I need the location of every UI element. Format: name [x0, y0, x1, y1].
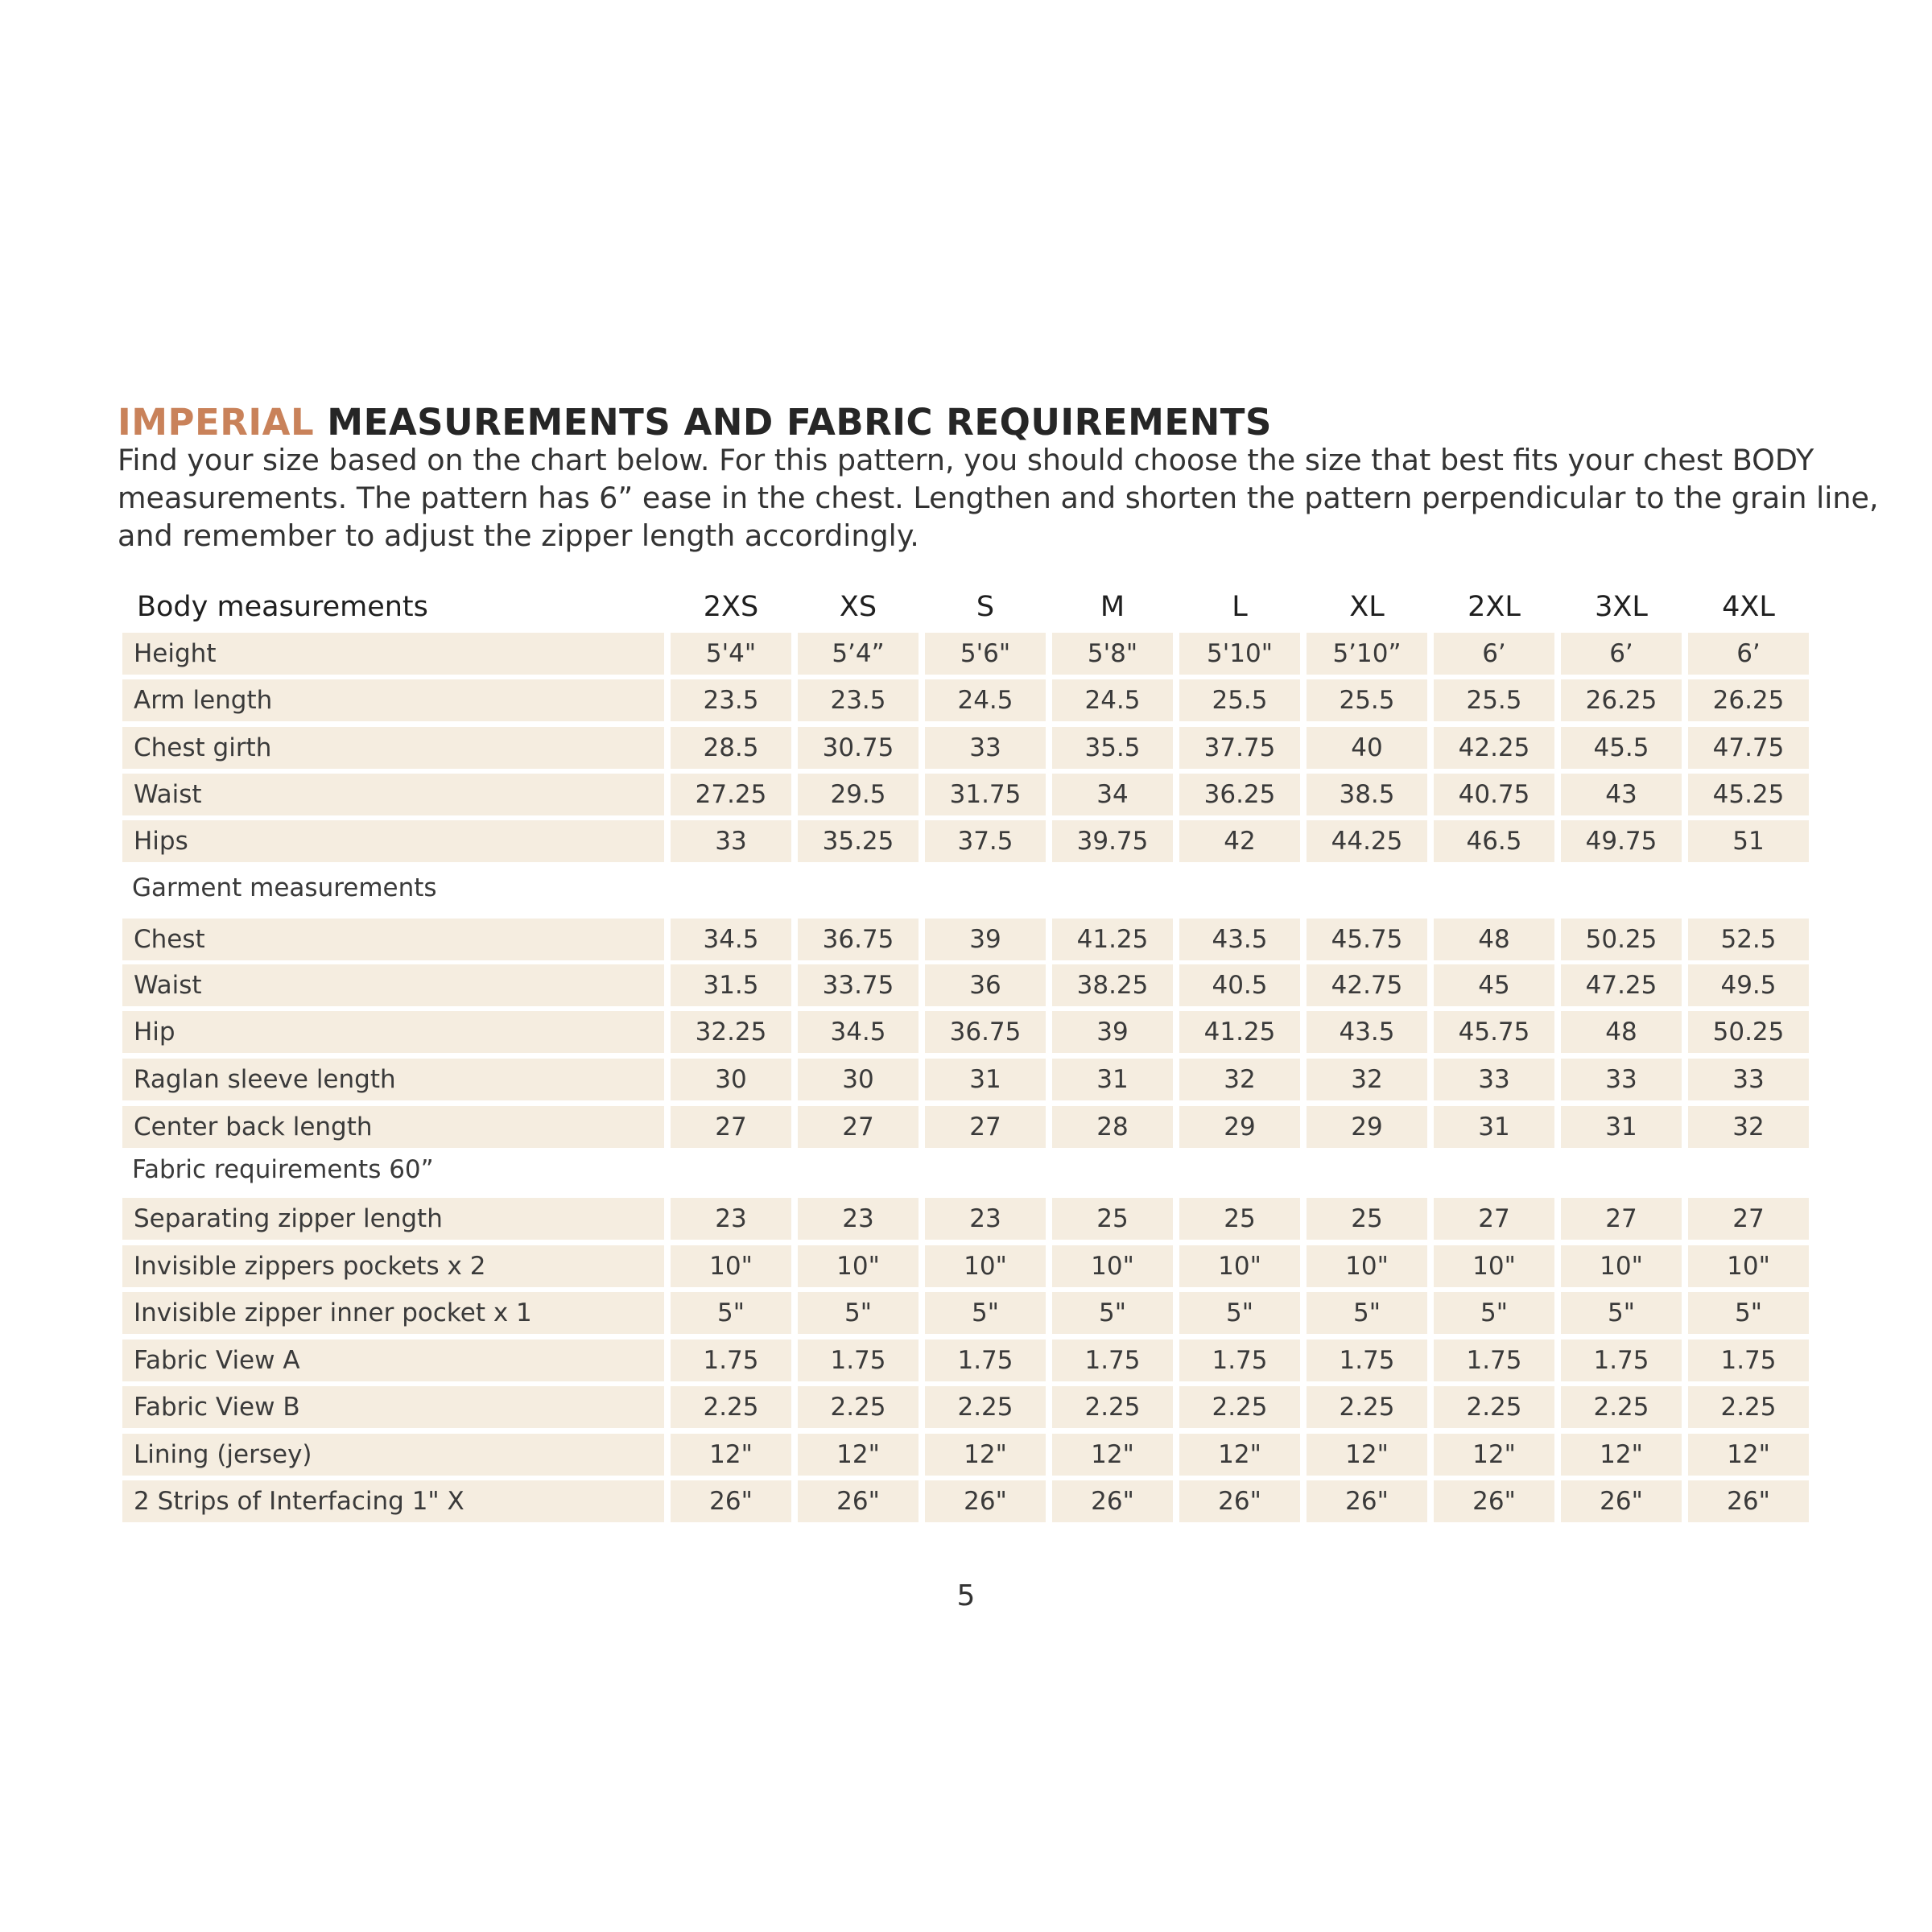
value-cell: 5’4”	[798, 633, 919, 675]
table-row	[122, 1292, 1815, 1334]
value-cell: 34.5	[671, 919, 791, 960]
value-cell: 29	[1179, 1106, 1300, 1148]
value-cell: 48	[1434, 919, 1554, 960]
value-cell: 26"	[1052, 1480, 1173, 1522]
value-cell: 23.5	[798, 679, 919, 721]
value-cell: 39	[1052, 1011, 1173, 1053]
value-cell: 5"	[1688, 1292, 1809, 1334]
value-cell: 23.5	[671, 679, 791, 721]
value-cell: 2.25	[1179, 1386, 1300, 1428]
row-label-cell: Raglan sleeve length	[122, 1059, 664, 1100]
intro-line: measurements. The pattern has 6” ease in the chest. Lengthen and shorten the pattern perpendicular to the grain line,	[118, 481, 1879, 515]
row-label-cell: Fabric View A	[122, 1340, 664, 1381]
value-cell: 12"	[1561, 1434, 1682, 1476]
value-cell: 5'8"	[1052, 633, 1173, 675]
size-header-cell: 2XL	[1468, 591, 1521, 623]
value-cell: 26"	[925, 1480, 1046, 1522]
value-cell: 25	[1179, 1198, 1300, 1240]
table-row	[122, 1059, 1815, 1100]
value-cell: 34	[1052, 774, 1173, 815]
value-cell: 36	[925, 964, 1046, 1006]
value-cell: 51	[1688, 820, 1809, 862]
row-label-cell: Lining (jersey)	[122, 1434, 664, 1476]
value-cell: 33	[1434, 1059, 1554, 1100]
value-cell: 37.75	[1179, 727, 1300, 769]
table-row	[122, 1434, 1815, 1476]
value-cell: 1.75	[671, 1340, 791, 1381]
value-cell: 1.75	[1307, 1340, 1427, 1381]
value-cell: 26"	[1307, 1480, 1427, 1522]
value-cell: 42.75	[1307, 964, 1427, 1006]
value-cell: 1.75	[1688, 1340, 1809, 1381]
value-cell: 26"	[798, 1480, 919, 1522]
value-cell: 48	[1561, 1011, 1682, 1053]
value-cell: 32	[1179, 1059, 1300, 1100]
value-cell: 45.5	[1561, 727, 1682, 769]
value-cell: 37.5	[925, 820, 1046, 862]
value-cell: 26"	[1179, 1480, 1300, 1522]
value-cell: 47.25	[1561, 964, 1682, 1006]
value-cell: 28.5	[671, 727, 791, 769]
value-cell: 1.75	[1052, 1340, 1173, 1381]
row-label-cell: 2 Strips of Interfacing 1" X	[122, 1480, 664, 1522]
value-cell: 5"	[925, 1292, 1046, 1334]
value-cell: 26"	[671, 1480, 791, 1522]
value-cell: 24.5	[1052, 679, 1173, 721]
table-row	[122, 1480, 1815, 1522]
value-cell: 2.25	[798, 1386, 919, 1428]
value-cell: 31	[925, 1059, 1046, 1100]
size-header-cell: 3XL	[1595, 591, 1648, 623]
table-row	[122, 964, 1815, 1006]
value-cell: 12"	[925, 1434, 1046, 1476]
value-cell: 50.25	[1688, 1011, 1809, 1053]
value-cell: 6’	[1688, 633, 1809, 675]
value-cell: 40.75	[1434, 774, 1554, 815]
value-cell: 28	[1052, 1106, 1173, 1148]
size-header-cell: M	[1100, 591, 1125, 623]
value-cell: 41.25	[1052, 919, 1173, 960]
row-label-cell: Fabric View B	[122, 1386, 664, 1428]
size-header-cell: L	[1232, 591, 1248, 623]
row-label-cell: Invisible zipper inner pocket x 1	[122, 1292, 664, 1334]
value-cell: 33	[1561, 1059, 1682, 1100]
value-cell: 23	[925, 1198, 1046, 1240]
table-row	[122, 1106, 1815, 1148]
value-cell: 31.75	[925, 774, 1046, 815]
intro-paragraph	[118, 441, 1879, 555]
value-cell: 12"	[1307, 1434, 1427, 1476]
value-cell: 5"	[1052, 1292, 1173, 1334]
value-cell: 26"	[1434, 1480, 1554, 1522]
section-label-fabric: Fabric requirements 60”	[132, 1155, 434, 1184]
value-cell: 41.25	[1179, 1011, 1300, 1053]
value-cell: 5"	[671, 1292, 791, 1334]
value-cell: 46.5	[1434, 820, 1554, 862]
table-row	[122, 774, 1815, 815]
value-cell: 27	[925, 1106, 1046, 1148]
value-cell: 2.25	[671, 1386, 791, 1428]
value-cell: 31.5	[671, 964, 791, 1006]
value-cell: 25.5	[1434, 679, 1554, 721]
value-cell: 45.75	[1434, 1011, 1554, 1053]
value-cell: 5"	[1307, 1292, 1427, 1334]
value-cell: 10"	[1561, 1245, 1682, 1287]
value-cell: 5"	[1434, 1292, 1554, 1334]
value-cell: 5'10"	[1179, 633, 1300, 675]
value-cell: 38.25	[1052, 964, 1173, 1006]
value-cell: 25	[1052, 1198, 1173, 1240]
header-label-cell: Body measurements	[137, 591, 428, 623]
value-cell: 32.25	[671, 1011, 791, 1053]
table-row	[122, 1245, 1815, 1287]
value-cell: 40.5	[1179, 964, 1300, 1006]
value-cell: 44.25	[1307, 820, 1427, 862]
value-cell: 45	[1434, 964, 1554, 1006]
row-label-cell: Invisible zippers pockets x 2	[122, 1245, 664, 1287]
value-cell: 40	[1307, 727, 1427, 769]
value-cell: 30	[798, 1059, 919, 1100]
value-cell: 25.5	[1179, 679, 1300, 721]
value-cell: 1.75	[925, 1340, 1046, 1381]
value-cell: 6’	[1434, 633, 1554, 675]
page-number: 5	[956, 1579, 976, 1612]
row-label-cell: Chest	[122, 919, 664, 960]
value-cell: 52.5	[1688, 919, 1809, 960]
value-cell: 23	[671, 1198, 791, 1240]
value-cell: 33	[1688, 1059, 1809, 1100]
row-label-cell: Center back length	[122, 1106, 664, 1148]
value-cell: 10"	[1688, 1245, 1809, 1287]
section-label-garment: Garment measurements	[132, 873, 437, 902]
value-cell: 5'4"	[671, 633, 791, 675]
value-cell: 12"	[671, 1434, 791, 1476]
value-cell: 32	[1307, 1059, 1427, 1100]
value-cell: 10"	[1307, 1245, 1427, 1287]
table-row	[122, 679, 1815, 721]
value-cell: 26.25	[1688, 679, 1809, 721]
value-cell: 27	[671, 1106, 791, 1148]
row-label-cell: Hip	[122, 1011, 664, 1053]
value-cell: 32	[1688, 1106, 1809, 1148]
value-cell: 29	[1307, 1106, 1427, 1148]
value-cell: 31	[1052, 1059, 1173, 1100]
value-cell: 1.75	[1434, 1340, 1554, 1381]
value-cell: 2.25	[1561, 1386, 1682, 1428]
value-cell: 43.5	[1179, 919, 1300, 960]
value-cell: 29.5	[798, 774, 919, 815]
intro-line: Find your size based on the chart below. For this pattern, you should choose the size that best fits your chest BODY	[118, 443, 1814, 477]
intro-line: and remember to adjust the zipper length accordingly.	[118, 518, 919, 553]
value-cell: 26.25	[1561, 679, 1682, 721]
size-header-cell: 4XL	[1722, 591, 1775, 623]
page-title	[118, 398, 1272, 447]
value-cell: 10"	[1052, 1245, 1173, 1287]
value-cell: 10"	[1179, 1245, 1300, 1287]
value-cell: 5"	[798, 1292, 919, 1334]
size-header-cell: XL	[1349, 591, 1385, 623]
table-row	[122, 727, 1815, 769]
value-cell: 12"	[1052, 1434, 1173, 1476]
value-cell: 2.25	[1052, 1386, 1173, 1428]
value-cell: 12"	[798, 1434, 919, 1476]
table-row	[122, 919, 1815, 960]
value-cell: 2.25	[1307, 1386, 1427, 1428]
value-cell: 47.75	[1688, 727, 1809, 769]
value-cell: 30.75	[798, 727, 919, 769]
value-cell: 43	[1561, 774, 1682, 815]
row-label-cell: Separating zipper length	[122, 1198, 664, 1240]
value-cell: 1.75	[1561, 1340, 1682, 1381]
title-accent: IMPERIAL	[118, 401, 315, 444]
value-cell: 33	[925, 727, 1046, 769]
value-cell: 36.75	[925, 1011, 1046, 1053]
value-cell: 27	[798, 1106, 919, 1148]
value-cell: 39	[925, 919, 1046, 960]
value-cell: 27	[1688, 1198, 1809, 1240]
value-cell: 27	[1434, 1198, 1554, 1240]
row-label-cell: Hips	[122, 820, 664, 862]
value-cell: 33	[671, 820, 791, 862]
value-cell: 30	[671, 1059, 791, 1100]
value-cell: 2.25	[1688, 1386, 1809, 1428]
value-cell: 35.5	[1052, 727, 1173, 769]
value-cell: 26"	[1561, 1480, 1682, 1522]
value-cell: 5’10”	[1307, 633, 1427, 675]
value-cell: 23	[798, 1198, 919, 1240]
value-cell: 10"	[671, 1245, 791, 1287]
value-cell: 36.75	[798, 919, 919, 960]
row-label-cell: Height	[122, 633, 664, 675]
value-cell: 34.5	[798, 1011, 919, 1053]
value-cell: 43.5	[1307, 1011, 1427, 1053]
value-cell: 38.5	[1307, 774, 1427, 815]
value-cell: 45.25	[1688, 774, 1809, 815]
value-cell: 2.25	[1434, 1386, 1554, 1428]
value-cell: 26"	[1688, 1480, 1809, 1522]
table-row	[122, 1386, 1815, 1428]
value-cell: 49.75	[1561, 820, 1682, 862]
value-cell: 5'6"	[925, 633, 1046, 675]
table-row	[122, 1198, 1815, 1240]
value-cell: 10"	[925, 1245, 1046, 1287]
value-cell: 10"	[1434, 1245, 1554, 1287]
size-header-cell: XS	[839, 591, 877, 623]
value-cell: 1.75	[798, 1340, 919, 1381]
value-cell: 5"	[1561, 1292, 1682, 1334]
value-cell: 33.75	[798, 964, 919, 1006]
table-row	[122, 1340, 1815, 1381]
row-label-cell: Waist	[122, 774, 664, 815]
value-cell: 12"	[1179, 1434, 1300, 1476]
row-label-cell: Chest girth	[122, 727, 664, 769]
value-cell: 42	[1179, 820, 1300, 862]
row-label-cell: Arm length	[122, 679, 664, 721]
value-cell: 25	[1307, 1198, 1427, 1240]
table-row	[122, 633, 1815, 675]
row-label-cell: Waist	[122, 964, 664, 1006]
value-cell: 49.5	[1688, 964, 1809, 1006]
value-cell: 45.75	[1307, 919, 1427, 960]
value-cell: 25.5	[1307, 679, 1427, 721]
title-rest: MEASUREMENTS AND FABRIC REQUIREMENTS	[314, 401, 1272, 444]
size-header-cell: 2XS	[703, 591, 759, 623]
value-cell: 2.25	[925, 1386, 1046, 1428]
value-cell: 39.75	[1052, 820, 1173, 862]
value-cell: 24.5	[925, 679, 1046, 721]
table-row	[122, 1011, 1815, 1053]
value-cell: 10"	[798, 1245, 919, 1287]
value-cell: 42.25	[1434, 727, 1554, 769]
table-header-row	[122, 586, 1815, 628]
value-cell: 12"	[1688, 1434, 1809, 1476]
value-cell: 35.25	[798, 820, 919, 862]
value-cell: 27	[1561, 1198, 1682, 1240]
size-header-cell: S	[976, 591, 995, 623]
value-cell: 6’	[1561, 633, 1682, 675]
value-cell: 5"	[1179, 1292, 1300, 1334]
value-cell: 31	[1561, 1106, 1682, 1148]
value-cell: 27.25	[671, 774, 791, 815]
value-cell: 12"	[1434, 1434, 1554, 1476]
value-cell: 31	[1434, 1106, 1554, 1148]
table-row	[122, 820, 1815, 862]
value-cell: 1.75	[1179, 1340, 1300, 1381]
value-cell: 36.25	[1179, 774, 1300, 815]
value-cell: 50.25	[1561, 919, 1682, 960]
